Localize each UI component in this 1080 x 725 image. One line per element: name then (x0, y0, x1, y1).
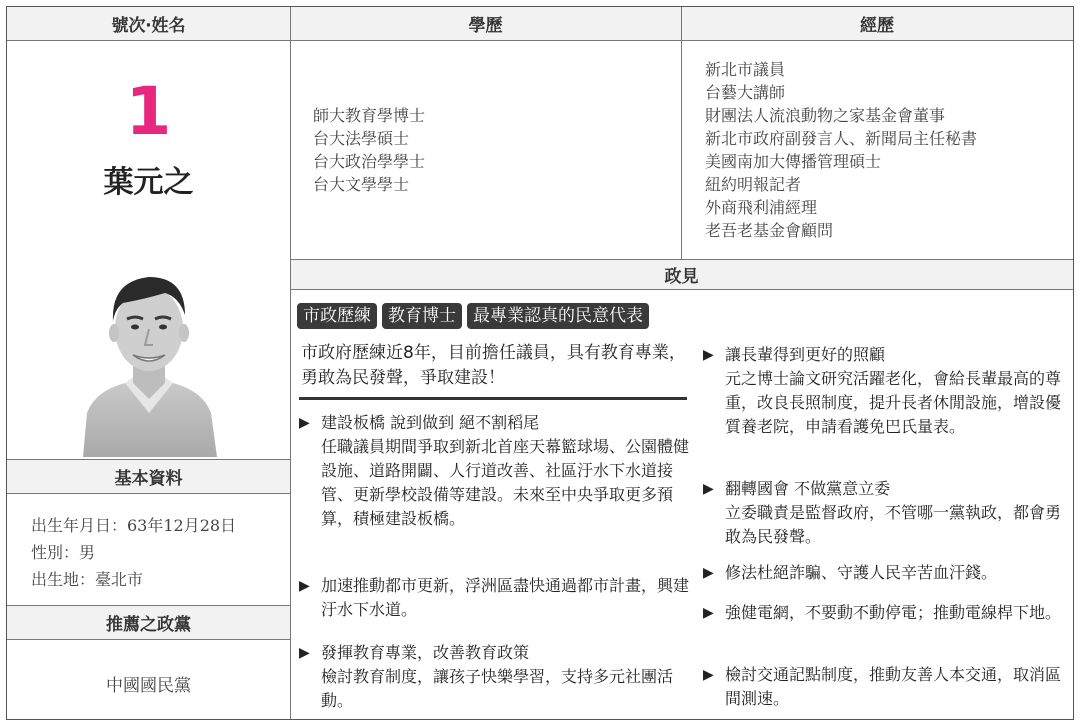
list-item: 新北市議員 (705, 60, 786, 79)
policy-item (299, 641, 693, 713)
grid-line (7, 639, 290, 640)
grid-line (7, 40, 1073, 41)
policy-item-title: ▶ 修法杜絕詐騙、守護人民辛苦血汗錢。 (703, 561, 1067, 585)
education-list (313, 104, 425, 196)
policy-item-title: ▶ 檢討交通記點制度，推動友善人本交通，取消區間測速。 (703, 663, 1067, 711)
basic-info (31, 512, 236, 593)
divider (299, 397, 687, 400)
policy-item (703, 663, 1067, 711)
candidate-name: 葉元之 (103, 165, 194, 200)
gender: 性別：男 (31, 543, 96, 562)
list-item: 台大法學碩士 (313, 129, 410, 148)
candidate-number: 1 (125, 73, 172, 150)
header-party: 推薦之政黨 (7, 605, 290, 639)
list-item: 外商飛利浦經理 (705, 198, 818, 217)
policy-item-title: ▶ 建設板橋 說到做到 絕不割稻尾 (299, 411, 693, 435)
policy-item (299, 411, 693, 531)
experience-list (705, 58, 977, 242)
list-item: 美國南加大傳播管理碩士 (705, 152, 882, 171)
grid-line (7, 459, 290, 460)
candidate-photo (75, 263, 223, 457)
header-basic-info: 基本資料 (7, 459, 290, 493)
policy-item (299, 574, 693, 622)
birthplace: 出生地：臺北市 (31, 570, 144, 589)
policy-item-body: 元之博士論文研究活躍老化，會給長輩最高的尊重，改良長照制度，提升長者休閒設施，增設優質養老院，申請看護免巴氏量表。 (725, 369, 1062, 436)
policy-tag: 市政歷練 (297, 303, 377, 329)
grid-line (290, 259, 1073, 260)
policy-item (703, 343, 1067, 439)
policy-intro: 市政府歷練近8年，目前擔任議員，具有教育專業，勇敢為民發聲，爭取建設！ (301, 343, 686, 388)
policy-item-body: 任職議員期間爭取到新北首座天幕籃球場、公園體健設施、道路開闢、人行道改善、社區汙水下水道接管、更新學校設備等建設。未來至中央爭取更多預算，積極建設板橋。 (321, 437, 690, 528)
policy-item-title: ▶ 加速推動都市更新，浮洲區盡快通過都市計畫，興建汙水下水道。 (299, 574, 693, 622)
list-item: 財團法人流浪動物之家基金會董事 (705, 106, 946, 125)
birthday: 出生年月日：63年12月28日 (31, 516, 237, 535)
policy-item-title: ▶ 讓長輩得到更好的照顧 (703, 343, 1067, 367)
list-item: 新北市政府副發言人、新聞局主任秘書 (705, 129, 978, 148)
policy-tag: 最專業認真的民意代表 (467, 303, 649, 329)
policy-item-title: ▶ 強健電網，不要動不動停電；推動電線桿下地。 (703, 601, 1067, 625)
candidate-sheet (6, 6, 1074, 720)
header-education: 學歷 (290, 7, 681, 40)
policy-item-title: ▶ 發揮教育專業，改善教育政策 (299, 641, 693, 665)
grid-line (7, 605, 290, 606)
grid-line (290, 7, 291, 719)
policy-tag: 教育博士 (382, 303, 462, 329)
header-experience: 經歷 (681, 7, 1073, 40)
policy-item-body: 立委職責是監督政府，不管哪一黨執政，都會勇敢為民發聲。 (725, 503, 1062, 546)
list-item: 老吾老基金會顧問 (705, 221, 834, 240)
policy-tags (297, 303, 649, 329)
grid-line (7, 493, 290, 494)
header-policy: 政見 (290, 259, 1073, 289)
policy-item (703, 601, 1067, 625)
list-item: 台藝大講師 (705, 83, 786, 102)
header-number-name: 號次‧姓名 (7, 7, 290, 40)
policy-item-title: ▶ 翻轉國會 不做黨意立委 (703, 477, 1067, 501)
list-item: 台大文學學士 (313, 175, 410, 194)
grid-line (681, 7, 682, 259)
list-item: 台大政治學學士 (313, 152, 426, 171)
policy-item-body: 檢討教育制度，讓孩子快樂學習，支持多元社團活動。 (321, 667, 674, 710)
policy-item (703, 477, 1067, 549)
list-item: 師大教育學博士 (313, 106, 426, 125)
policy-item (703, 561, 1067, 585)
party-name: 中國國民黨 (106, 676, 191, 696)
list-item: 紐約明報記者 (705, 175, 802, 194)
grid-line (290, 289, 1073, 290)
